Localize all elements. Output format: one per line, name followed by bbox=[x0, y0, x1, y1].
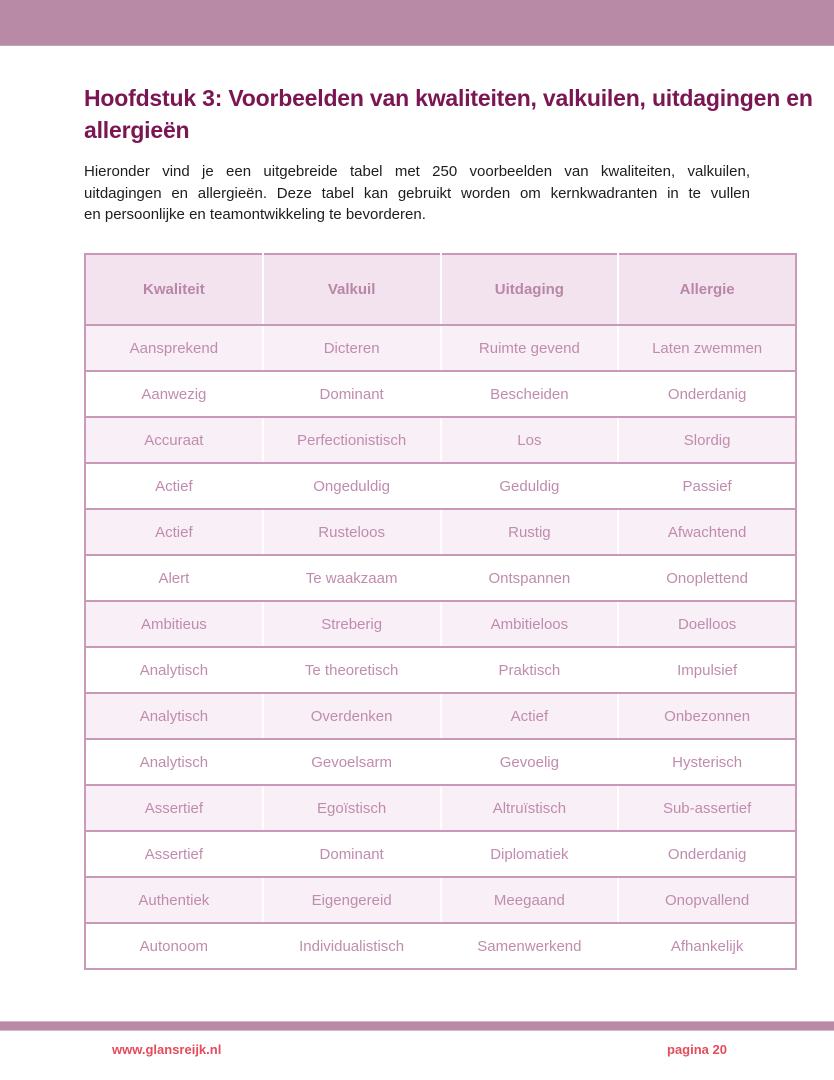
cell-kwaliteit: Assertief bbox=[85, 785, 263, 831]
table-row bbox=[85, 647, 796, 693]
intro-line: uitdagingen en allergieën. Deze tabel kan gebruikt worden om kernkwadranten in te vullen bbox=[84, 184, 750, 202]
cell-kwaliteit: Authentiek bbox=[85, 877, 263, 923]
page-title: Hoofdstuk 3: Voorbeelden van kwaliteiten, valkuilen, uitdagingen en allergieën bbox=[84, 85, 813, 143]
table-row bbox=[85, 325, 796, 371]
cell-uitdaging: Los bbox=[441, 417, 619, 463]
table-row bbox=[85, 785, 796, 831]
cell-valkuil: Egoïstisch bbox=[263, 785, 441, 831]
column-header-valkuil: Valkuil bbox=[263, 254, 441, 325]
table-row bbox=[85, 601, 796, 647]
table-body bbox=[85, 325, 796, 969]
table-row bbox=[85, 923, 796, 969]
cell-valkuil: Dominant bbox=[263, 831, 441, 877]
cell-valkuil: Perfectionistisch bbox=[263, 417, 441, 463]
cell-kwaliteit: Aanwezig bbox=[85, 371, 263, 417]
table-row bbox=[85, 739, 796, 785]
cell-allergie: Doelloos bbox=[618, 601, 796, 647]
cell-allergie: Onbezonnen bbox=[618, 693, 796, 739]
cell-valkuil: Streberig bbox=[263, 601, 441, 647]
cell-valkuil: Individualistisch bbox=[263, 923, 441, 969]
page-number: pagina 20 bbox=[667, 1042, 727, 1057]
cell-allergie: Onderdanig bbox=[618, 371, 796, 417]
cell-valkuil: Eigengereid bbox=[263, 877, 441, 923]
cell-kwaliteit: Actief bbox=[85, 463, 263, 509]
table-row bbox=[85, 877, 796, 923]
table-row bbox=[85, 693, 796, 739]
cell-valkuil: Te theoretisch bbox=[263, 647, 441, 693]
cell-kwaliteit: Ambitieus bbox=[85, 601, 263, 647]
cell-kwaliteit: Accuraat bbox=[85, 417, 263, 463]
cell-uitdaging: Actief bbox=[441, 693, 619, 739]
cell-valkuil: Dicteren bbox=[263, 325, 441, 371]
cell-uitdaging: Rustig bbox=[441, 509, 619, 555]
intro-paragraph bbox=[84, 161, 750, 226]
cell-allergie: Onderdanig bbox=[618, 831, 796, 877]
cell-valkuil: Te waakzaam bbox=[263, 555, 441, 601]
column-header-uitdaging: Uitdaging bbox=[441, 254, 619, 325]
cell-allergie: Afwachtend bbox=[618, 509, 796, 555]
table-row bbox=[85, 831, 796, 877]
cell-valkuil: Gevoelsarm bbox=[263, 739, 441, 785]
cell-uitdaging: Ambitieloos bbox=[441, 601, 619, 647]
table-row bbox=[85, 555, 796, 601]
cell-valkuil: Dominant bbox=[263, 371, 441, 417]
cell-uitdaging: Ruimte gevend bbox=[441, 325, 619, 371]
cell-allergie: Passief bbox=[618, 463, 796, 509]
table-header-row bbox=[85, 254, 796, 325]
cell-kwaliteit: Assertief bbox=[85, 831, 263, 877]
cell-uitdaging: Meegaand bbox=[441, 877, 619, 923]
cell-uitdaging: Praktisch bbox=[441, 647, 619, 693]
table-row bbox=[85, 417, 796, 463]
website-link[interactable]: www.glansreijk.nl bbox=[112, 1042, 222, 1057]
cell-valkuil: Overdenken bbox=[263, 693, 441, 739]
intro-line: Hieronder vind je een uitgebreide tabel met 250 voorbeelden van kwaliteiten, valkuilen, bbox=[84, 163, 750, 180]
cell-allergie: Onopvallend bbox=[618, 877, 796, 923]
intro-line: en persoonlijke en teamontwikkeling te bevorderen. bbox=[84, 206, 426, 223]
cell-kwaliteit: Actief bbox=[85, 509, 263, 555]
column-header-allergie: Allergie bbox=[618, 254, 796, 325]
cell-uitdaging: Samenwerkend bbox=[441, 923, 619, 969]
cell-kwaliteit: Analytisch bbox=[85, 647, 263, 693]
cell-allergie: Impulsief bbox=[618, 647, 796, 693]
cell-valkuil: Rusteloos bbox=[263, 509, 441, 555]
cell-allergie: Laten zwemmen bbox=[618, 325, 796, 371]
cell-valkuil: Ongeduldig bbox=[263, 463, 441, 509]
cell-kwaliteit: Analytisch bbox=[85, 693, 263, 739]
column-header-kwaliteit: Kwaliteit bbox=[85, 254, 263, 325]
cell-allergie: Hysterisch bbox=[618, 739, 796, 785]
cell-allergie: Afhankelijk bbox=[618, 923, 796, 969]
cell-kwaliteit: Alert bbox=[85, 555, 263, 601]
cell-allergie: Sub-assertief bbox=[618, 785, 796, 831]
cell-kwaliteit: Analytisch bbox=[85, 739, 263, 785]
cell-uitdaging: Altruïstisch bbox=[441, 785, 619, 831]
cell-uitdaging: Gevoelig bbox=[441, 739, 619, 785]
cell-allergie: Onoplettend bbox=[618, 555, 796, 601]
cell-uitdaging: Bescheiden bbox=[441, 371, 619, 417]
table-row bbox=[85, 371, 796, 417]
cell-kwaliteit: Aansprekend bbox=[85, 325, 263, 371]
header-band bbox=[0, 0, 834, 46]
cell-allergie: Slordig bbox=[618, 417, 796, 463]
cell-kwaliteit: Autonoom bbox=[85, 923, 263, 969]
table-row bbox=[85, 509, 796, 555]
cell-uitdaging: Geduldig bbox=[441, 463, 619, 509]
footer-band bbox=[0, 1021, 834, 1031]
cell-uitdaging: Diplomatiek bbox=[441, 831, 619, 877]
cell-uitdaging: Ontspannen bbox=[441, 555, 619, 601]
kernkwadrant-table bbox=[84, 253, 797, 970]
table-row bbox=[85, 463, 796, 509]
